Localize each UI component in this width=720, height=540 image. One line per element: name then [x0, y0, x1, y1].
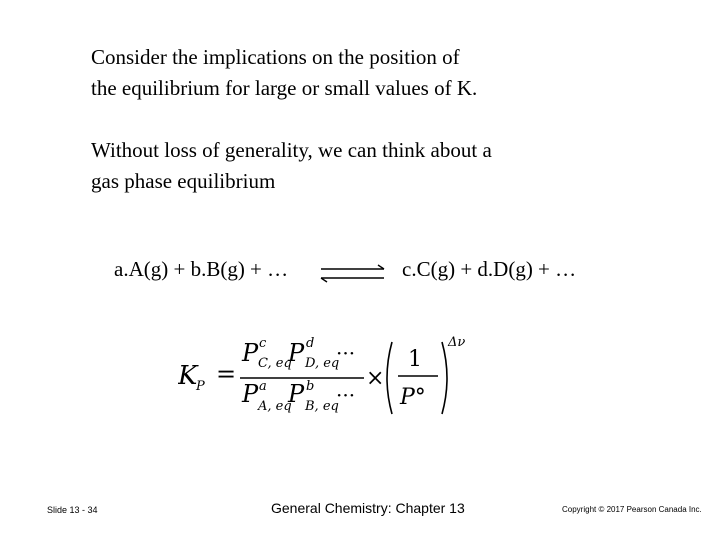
- paren-numerator: 1: [408, 347, 422, 372]
- kp-symbol: K: [178, 361, 198, 391]
- products-text: c.C(g) + d.D(g) + …: [402, 257, 577, 281]
- denominator-dots: ···: [336, 383, 356, 407]
- denominator-p-b-sup: b: [306, 379, 315, 394]
- numerator-p-c: P: [242, 339, 259, 367]
- numerator-p-c-sub: C, eq: [258, 356, 292, 371]
- reactants-text: a.A(g) + b.B(g) + …: [114, 257, 289, 281]
- kp-subscript: P: [196, 379, 205, 394]
- denominator-p-b: P: [288, 380, 305, 408]
- numerator-dots: ···: [336, 341, 356, 365]
- numerator-p-c-sup: c: [259, 336, 267, 351]
- equilibrium-arrows-icon: [318, 262, 388, 284]
- denominator-p-a-sub: A, eq: [258, 399, 292, 414]
- chapter-footer: General Chemistry: Chapter 13: [271, 500, 465, 516]
- copyright-footer: Copyright © 2017 Pearson Canada Inc.: [562, 505, 702, 514]
- denominator-p-b-sub: B, eq: [305, 399, 339, 414]
- numerator-p-d-sup: d: [306, 336, 315, 351]
- numerator-p-d: P: [288, 339, 305, 367]
- times-sign: ×: [366, 366, 385, 391]
- intro-paragraph: Consider the implications on the position of the equilibrium for large or small values of K.: [91, 45, 478, 100]
- exponent-delta-nu: Δν: [448, 335, 466, 350]
- denominator-p-a-sup: a: [259, 379, 267, 394]
- paren-denominator: P°: [400, 385, 426, 410]
- denominator-p-a: P: [242, 380, 259, 408]
- numerator-p-d-sub: D, eq: [305, 356, 340, 371]
- kp-equation: [178, 330, 478, 420]
- equals-sign: =: [216, 360, 237, 388]
- slide-number: Slide 13 - 34: [47, 505, 98, 515]
- gas-phase-paragraph: Without loss of generality, we can think about a gas phase equilibrium: [91, 138, 492, 193]
